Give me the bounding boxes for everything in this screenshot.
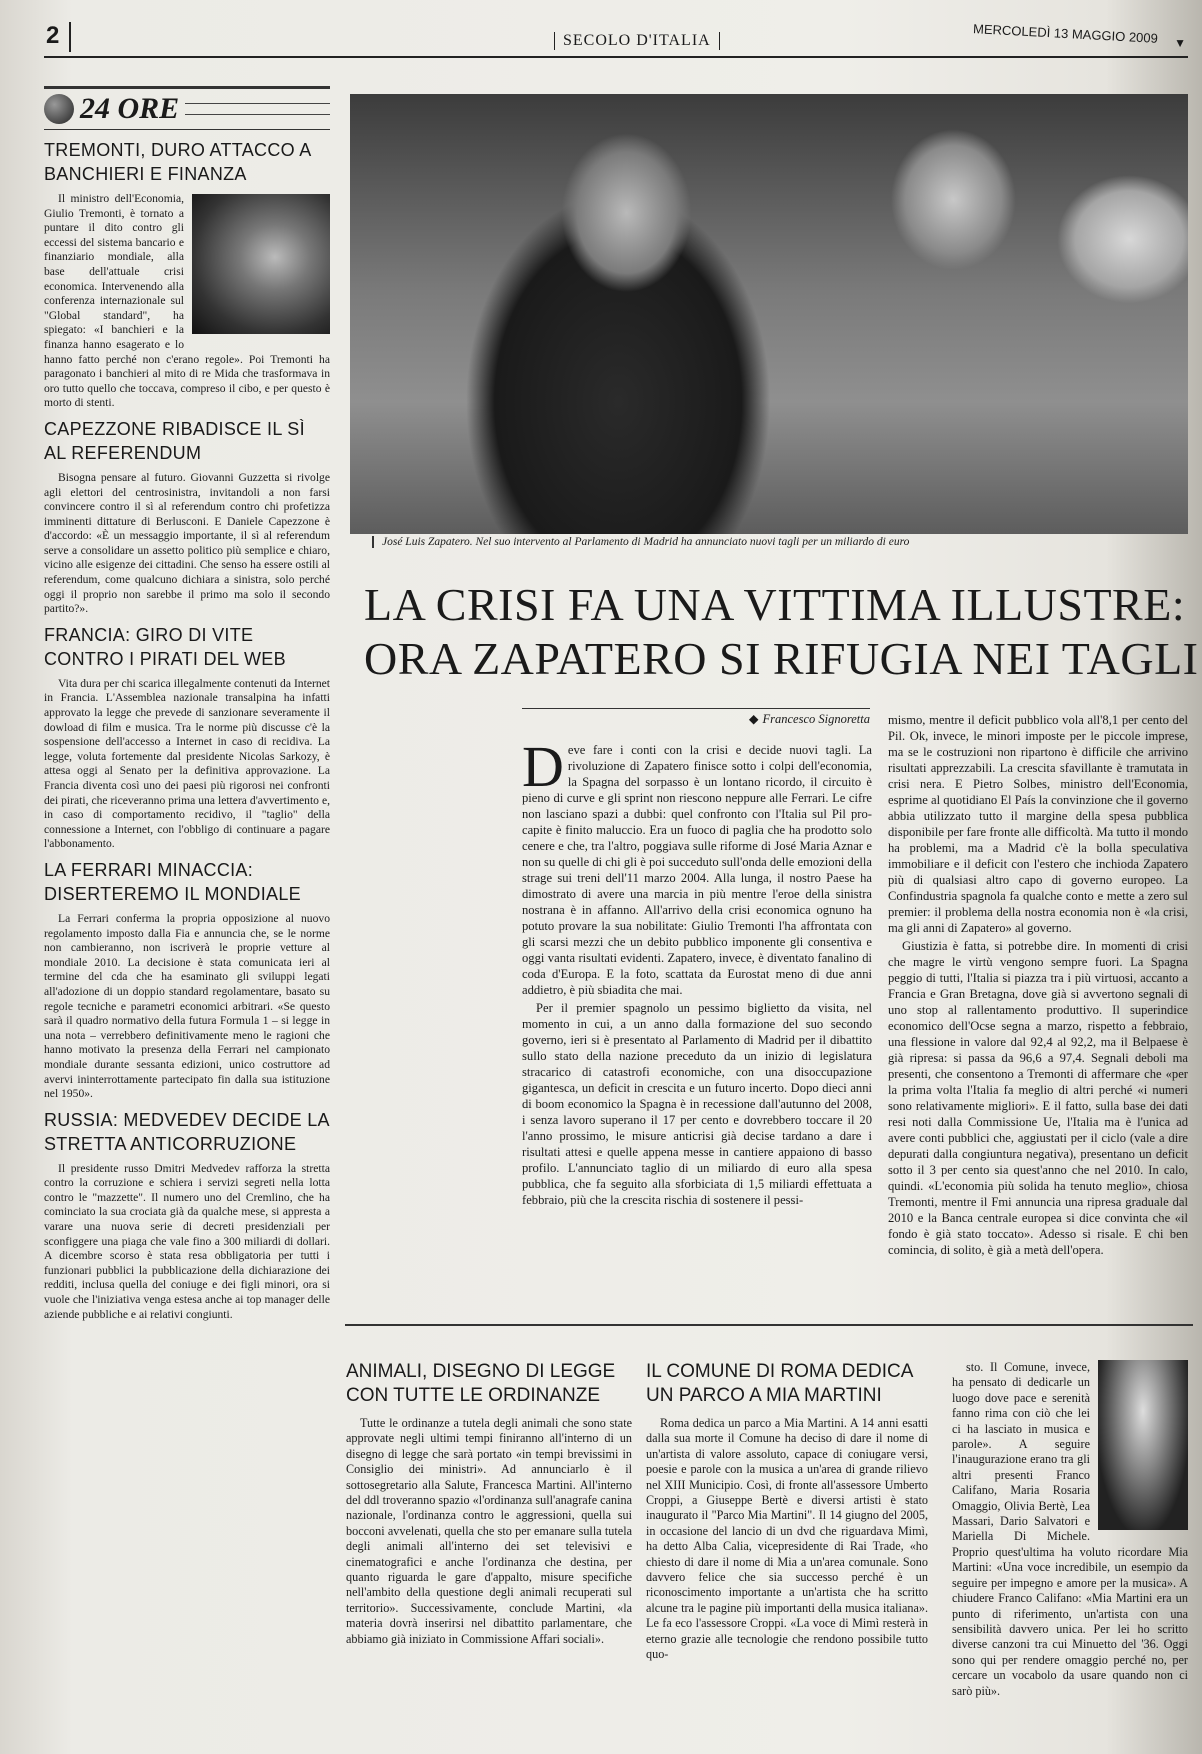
brief-title: LA FERRARI MINACCIA: DISERTEREMO IL MONDIALE	[44, 859, 301, 904]
article-paragraph	[522, 734, 872, 998]
article-text: eve fare i conti con la crisi e decide nuovi tagli. La rivoluzione di Zapatero finisce sotto i colpi dell'economia, la Spagna del sorpasso è un lontano ricordo, il circuito è pieno di curve e gli sprint non riescono neppure alle Ferrari. Le cifre non lasciano spazi a dubbi: quel confronto con l'Italia sul Pil pro-capite è finito maluccio. Era un fuoco di paglia che ha prodotto solo cenere e che, tra l'altro, poggiava sulle riforme di José Maria Aznar e non su quelle di chi gli è poi succeduto sull'onda delle emozioni della strage sui treni dell'11 marzo 2004. Alla lunga, il nostro Paese ha dimostrato di avere una marcia in più mentre l'eroe della sinistra nostrana è in affanno. All'arrivo della crisi economica ognuno ha potuto provare la sua nobilitate: Giulio Tremonti l'ha affrontata con gli scarsi mezzi che un debito pubblico imponente gli consentiva e oggi vanta risultati evidenti. Zapatero, invece, è diventato fanalino di coda d'Europa. E la foto, scattata da Eurostat meno di due anni addietro, è più sbiadita che mai.	[522, 743, 872, 997]
article-paragraph: mismo, mentre il deficit pubblico vola all'8,1 per cento del Pil. Ok, invece, le minori imposte per le piccole imprese, ma se le costruzioni non ripartono è difficile che arrivino risultati apprezzabili. La crescita sfavillante è tramutata in crisi nera. E Pietro Solbes, ministro dell'Economia, esprime al quotidiano El País la convinzione che il governo abbia utilizzato tutto il margine della spesa pubblica disponibile per fare fronte alle difficoltà. Ma tutto il mondo ha problemi, ma a Madrid c'è la bolla speculativa immobiliare e il deficit con l'estero che inchioda Zapatero più di qualsiasi altro capo di governo europeo. La Confindustria spagnola fa qualche conto e mette a zero sul premier: il problema della nostra economia non è «la crisi, ma gli anni di Zapatero» al governo.	[888, 713, 1188, 935]
byline	[522, 708, 870, 727]
page-number: 2	[46, 22, 71, 52]
brief-body: La Ferrari conferma la propria opposizione al nuovo regolamento imposto dalla Fia e annuncia che, se le norme non cambieranno, non iscriverà le proprie vetture al mondiale 2010. La decisione è stata comunicata ieri al termine del cda che ha esaminato gli sviluppi legati all'adozione di un doppio standard regolamentare, basato su regole tecniche e parametri economici arbitrari. «Se questo sarà il quadro normativo della futura Formula 1 – si legge in una nota – verrebbero definitivamente meno le ragioni che hanno motivato la presenza della Ferrari nel campionato mondiale durante sessanta edizioni, unico costruttore ad avervi ininterrottamente partecipato fin dalla sua istituzione nel 1950».	[44, 911, 330, 1101]
brief-title: TREMONTI, DURO ATTACCO A BANCHIERI E FINANZA	[44, 140, 311, 184]
brief-body: Vita dura per chi scarica illegalmente contenuti da Internet in Francia. L'Assemblea nazionale transalpina ha infatti approvato la legge che prevede di sanzionare severamente il dowload di film e musica. Tra le norme più discusse c'è la sospensione dell'accesso a Internet in caso di recidiva. La legge, voluta fortemente dal presidente Nicolas Sarkozy, è attesa oggi al Senato per la definitiva approvazione. La Francia diventa così uno dei paesi più rigorosi nei confronti dei pirati, che riceveranno prima una lettera d'avvertimento e, in caso di comportamento recidivo, il "taglio" della connessione a Internet, con l'obbligo di continuare a pagare l'abbonamento.	[44, 676, 330, 851]
globe-icon	[44, 94, 74, 124]
main-headline	[364, 578, 1202, 686]
issue-date: MERCOLEDÌ 13 MAGGIO 2009	[972, 21, 1159, 46]
page-corner-icon: ▼	[1174, 36, 1186, 50]
section-divider	[345, 1324, 1193, 1326]
bottom-story-animals	[346, 1360, 632, 1649]
brand-divider	[185, 103, 330, 115]
article-paragraph: Giustizia è fatta, si potrebbe dire. In momenti di crisi che magre le virtù vengono sempre fuori. La Spagna peggio di tutti, l'Italia si piazza tra i più virtuosi, accanto a Francia e Gran Bretagna, dove già si avvertono segnali di uno stop al rallentamento produttivo. Il superindice economico dell'Ocse segna a marzo, rispetto a febbraio, una flessione in valore dal 92,4 al 92,2, ma il Belpaese è già ripresa: si passa da 96,6 a 97,4. Segnali deboli ma presenti, che consentono a Tremonti di affermare che «per la prima volta l'Italia fa meglio di altri perché «i numeri sono relativamente migliori». E il fatto, sulla base dei dati resi noti dalla Commissione Ue, l'Italia ma è l'unica ad avere conti pubblici che, aggiustati per il ciclo (vale a dire depurati dalla congiuntura negativa), presentano un deficit sotto il 3 per cento sia quest'anno che nel 2010. In calo, quindi. «L'economia più solida ha tenuto meglio», chiosa Tremonti, mentre il Fmi annuncia una ripresa graduale dal 2010 e la Banca centrale europea si dice convinta che «il fondo è già stato toccato». Adesso si risale. E chi ben comincia, di solito, è già a metà dell'opera.	[888, 939, 1188, 1257]
story-body: Roma dedica un parco a Mia Martini. A 14 anni esatti dalla sua morte il Comune ha deciso di dare il nome di un'artista di valore assoluto, capace di coniugare versi, poesie e parole con la musica a un'area di grande rilievo nel XIII Municipio. Così, di fronte all'assessore Umberto Croppi, a Giuseppe Bertè e diversi artisti è stato inaugurato il "Parco Mia Martini". Il 14 giugno del 2005, in occasione del lancio di un dvd che riguardava Mimì, ha detto Alba Calia, vicepresidente di Rai Trade, «ho chiesto di dare il nome di Mia a un'area comunale. Sono davvero felice che sia successo perché è un riconoscimento importante a un'artista che ha scritto alcune tra le pagine più importanti della musica italiana». Le fa eco l'assessore Croppi. «La voce di Mimì resterà in eterno grazie alle tecnologie che rendono possibile tutto quo-	[646, 1416, 928, 1662]
article-column-2	[888, 712, 1188, 1260]
headline-line-2: ORA ZAPATERO SI RIFUGIA NEI TAGLI	[364, 633, 1199, 684]
story-title: IL COMUNE DI ROMA DEDICA UN PARCO A MIA MARTINI	[646, 1361, 913, 1406]
newspaper-name: SECOLO D'ITALIA	[554, 32, 720, 50]
brief-title: FRANCIA: GIRO DI VITE CONTRO I PIRATI DEL WEB	[44, 624, 286, 669]
story-body: Tutte le ordinanze a tutela degli animali che sono state approvate negli ultimi tempi finiranno all'interno di un disegno di legge che sarà portato «in tempi brevissimi in Consiglio dei ministri». Ad annunciarlo è il sottosegretario alla Salute, Francesca Martini. All'interno del ddl troveranno spazio «l'ordinanza sull'anagrafe canina nazionale, l'ordinanza contro le aggressioni, quella sui bocconi avvelenati, quella che sto per emanare sulla tutela degli animali all'interno dei set televisivi e cinematografici e anche l'ordinanza che destina, per quanto riguarda le gare d'appalto, misure specifiche nell'ambito della questione degli animali recuperati sul territorio». Successivamente, conclude Martini, «la materia dovrà inserirsi nel dibattito parlamentare, che abbiamo già iniziato in Commissione Affari sociali».	[346, 1416, 632, 1646]
page-header	[44, 22, 1188, 58]
brief-body: Il ministro dell'Economia, Giulio Tremonti, è tornato a puntare il dito contro gli eccessi del sistema bancario e finanziario mondiale, alla base dell'attuale crisi economica. Intervenendo alla conferenza internazionale sul "Global standard", ha spiegato: «I banchieri e la finanza hanno esagerato e lo hanno fatto perché non c'erano regole». Poi Tremonti ha paragonato i banchieri al mito di re Mida che trasformava in oro tutto quello che toccava, compreso il cibo, e per questo è morto di stenti.	[44, 192, 330, 410]
section-brand	[44, 86, 330, 130]
article-column-1	[522, 734, 872, 1210]
zapatero-photo	[350, 94, 1188, 534]
brief-body: Il presidente russo Dmitri Medvedev rafforza la stretta contro la corruzione e schiera i servizi segreti nella lotta contro le "mazzette". Il numero uno del Cremlino, che ha cominciato la sua crociata già da qualche mese, si appresta a varare una nuova serie di decreti presidenziali per sconfiggere una piaga che vale fino a 300 miliardi di dollari. A dicembre scorso è stata resa obbligatoria per tutti i funzionari pubblici la pubblicazione della dichiarazione dei redditi, inclusa quella del coniuge e dei figli minori, ora si vuole che l'iniziativa venga estesa anche ai top manager delle aziende pubbliche e ai relativi congiunti.	[44, 1161, 330, 1321]
article-paragraph: Per il premier spagnolo un pessimo biglietto da visita, nel momento in cui, a un anno dalla formazione del suo secondo governo, ieri si è presentato al Parlamento di Madrid per il dibattito sullo stato della nazione preceduto da un inizio di legislatura stracarico di catastrofi economiche, con una disoccupazione gigantesca, un deficit in crescita e un futuro incerto. Dopo dieci anni di boom economico la Spagna è in recessione dall'autunno del 2008, i senza lavoro superano il 17 per cento e dovrebbero toccare il 20 l'anno prossimo, le misure anticrisi già decise tardano a dare i risultati attesi e quelle appena messe in cantiere appaiono di basso profilo. L'annunciato taglio di un miliardo di euro alla spesa pubblica, che fa seguito alla sforbiciata di 1,5 miliardi effettuata a febbraio, più che la crescita rischia di sostenere il pessi-	[522, 1001, 872, 1207]
headline-line-1: LA CRISI FA UNA VITTIMA ILLUSTRE:	[364, 579, 1186, 630]
photo-caption: José Luis Zapatero. Nel suo intervento al Parlamento di Madrid ha annunciato nuovi tagli per un miliardo di euro	[372, 536, 1202, 548]
bottom-story-continuation	[952, 1360, 1188, 1701]
drop-cap: D	[522, 734, 564, 799]
brief-title: CAPEZZONE RIBADISCE IL SÌ AL REFERENDUM	[44, 418, 305, 463]
section-brand-label: 24 ORE	[80, 92, 180, 125]
diamond-icon: ◆	[748, 712, 759, 726]
story-title: ANIMALI, DISEGNO DI LEGGE CON TUTTE LE ORDINANZE	[346, 1361, 616, 1406]
tremonti-photo	[192, 194, 330, 334]
brief-title: RUSSIA: MEDVEDEV DECIDE LA STRETTA ANTICORRUZIONE	[44, 1109, 329, 1154]
brief-body: Bisogna pensare al futuro. Giovanni Guzzetta si rivolge agli elettori del centrosinistra, invitandoli a non farsi convincere contro il sì al referendum contro chi profetizza imminenti dittature di Berlusconi. E Daniele Capezzone è d'accordo: «È un messaggio importante, il sì al referendum serve a consolidare un assetto politico più semplice e chiaro, vicino alle esigenze dei cittadini. Che senso ha essere ostili al referendum, come qualcuno dichiara a sinistra, solo perché oggi il proprio non sarebbe il primo ma solo il secondo partito?».	[44, 470, 330, 616]
news-briefs-column	[44, 86, 330, 1736]
story-body: sto. Il Comune, invece, ha pensato di dedicarle un luogo dove pace e serenità fanno rima con ciò che lei ci ha lasciato in musica e parole». A seguire l'inaugurazione erano tra gli altri presenti Franco Califano, Maria Rosaria Omaggio, Olivia Bertè, Lea Massari, Dario Salvatori e Mariella Di Michele. Proprio quest'ultima ha voluto ricordare Mia Martini: «Una voce incredibile, un esempio da seguire per impegno e amore per la musica». A chiudere Franco Califano: «Mia Martini era un punto di riferimento, un'artista con una sensibilità davvero unica. Per lei ho scritto diverse canzoni tra cui Minuetto del '36. Oggi sono qui per rendere omaggio perché no, per cercare un vocabolo da usare quando non ci sarò più».	[952, 1360, 1188, 1698]
mia-martini-photo	[1098, 1360, 1188, 1530]
bottom-story-mia-martini	[646, 1360, 928, 1665]
author-name: Francesco Signoretta	[762, 712, 870, 726]
